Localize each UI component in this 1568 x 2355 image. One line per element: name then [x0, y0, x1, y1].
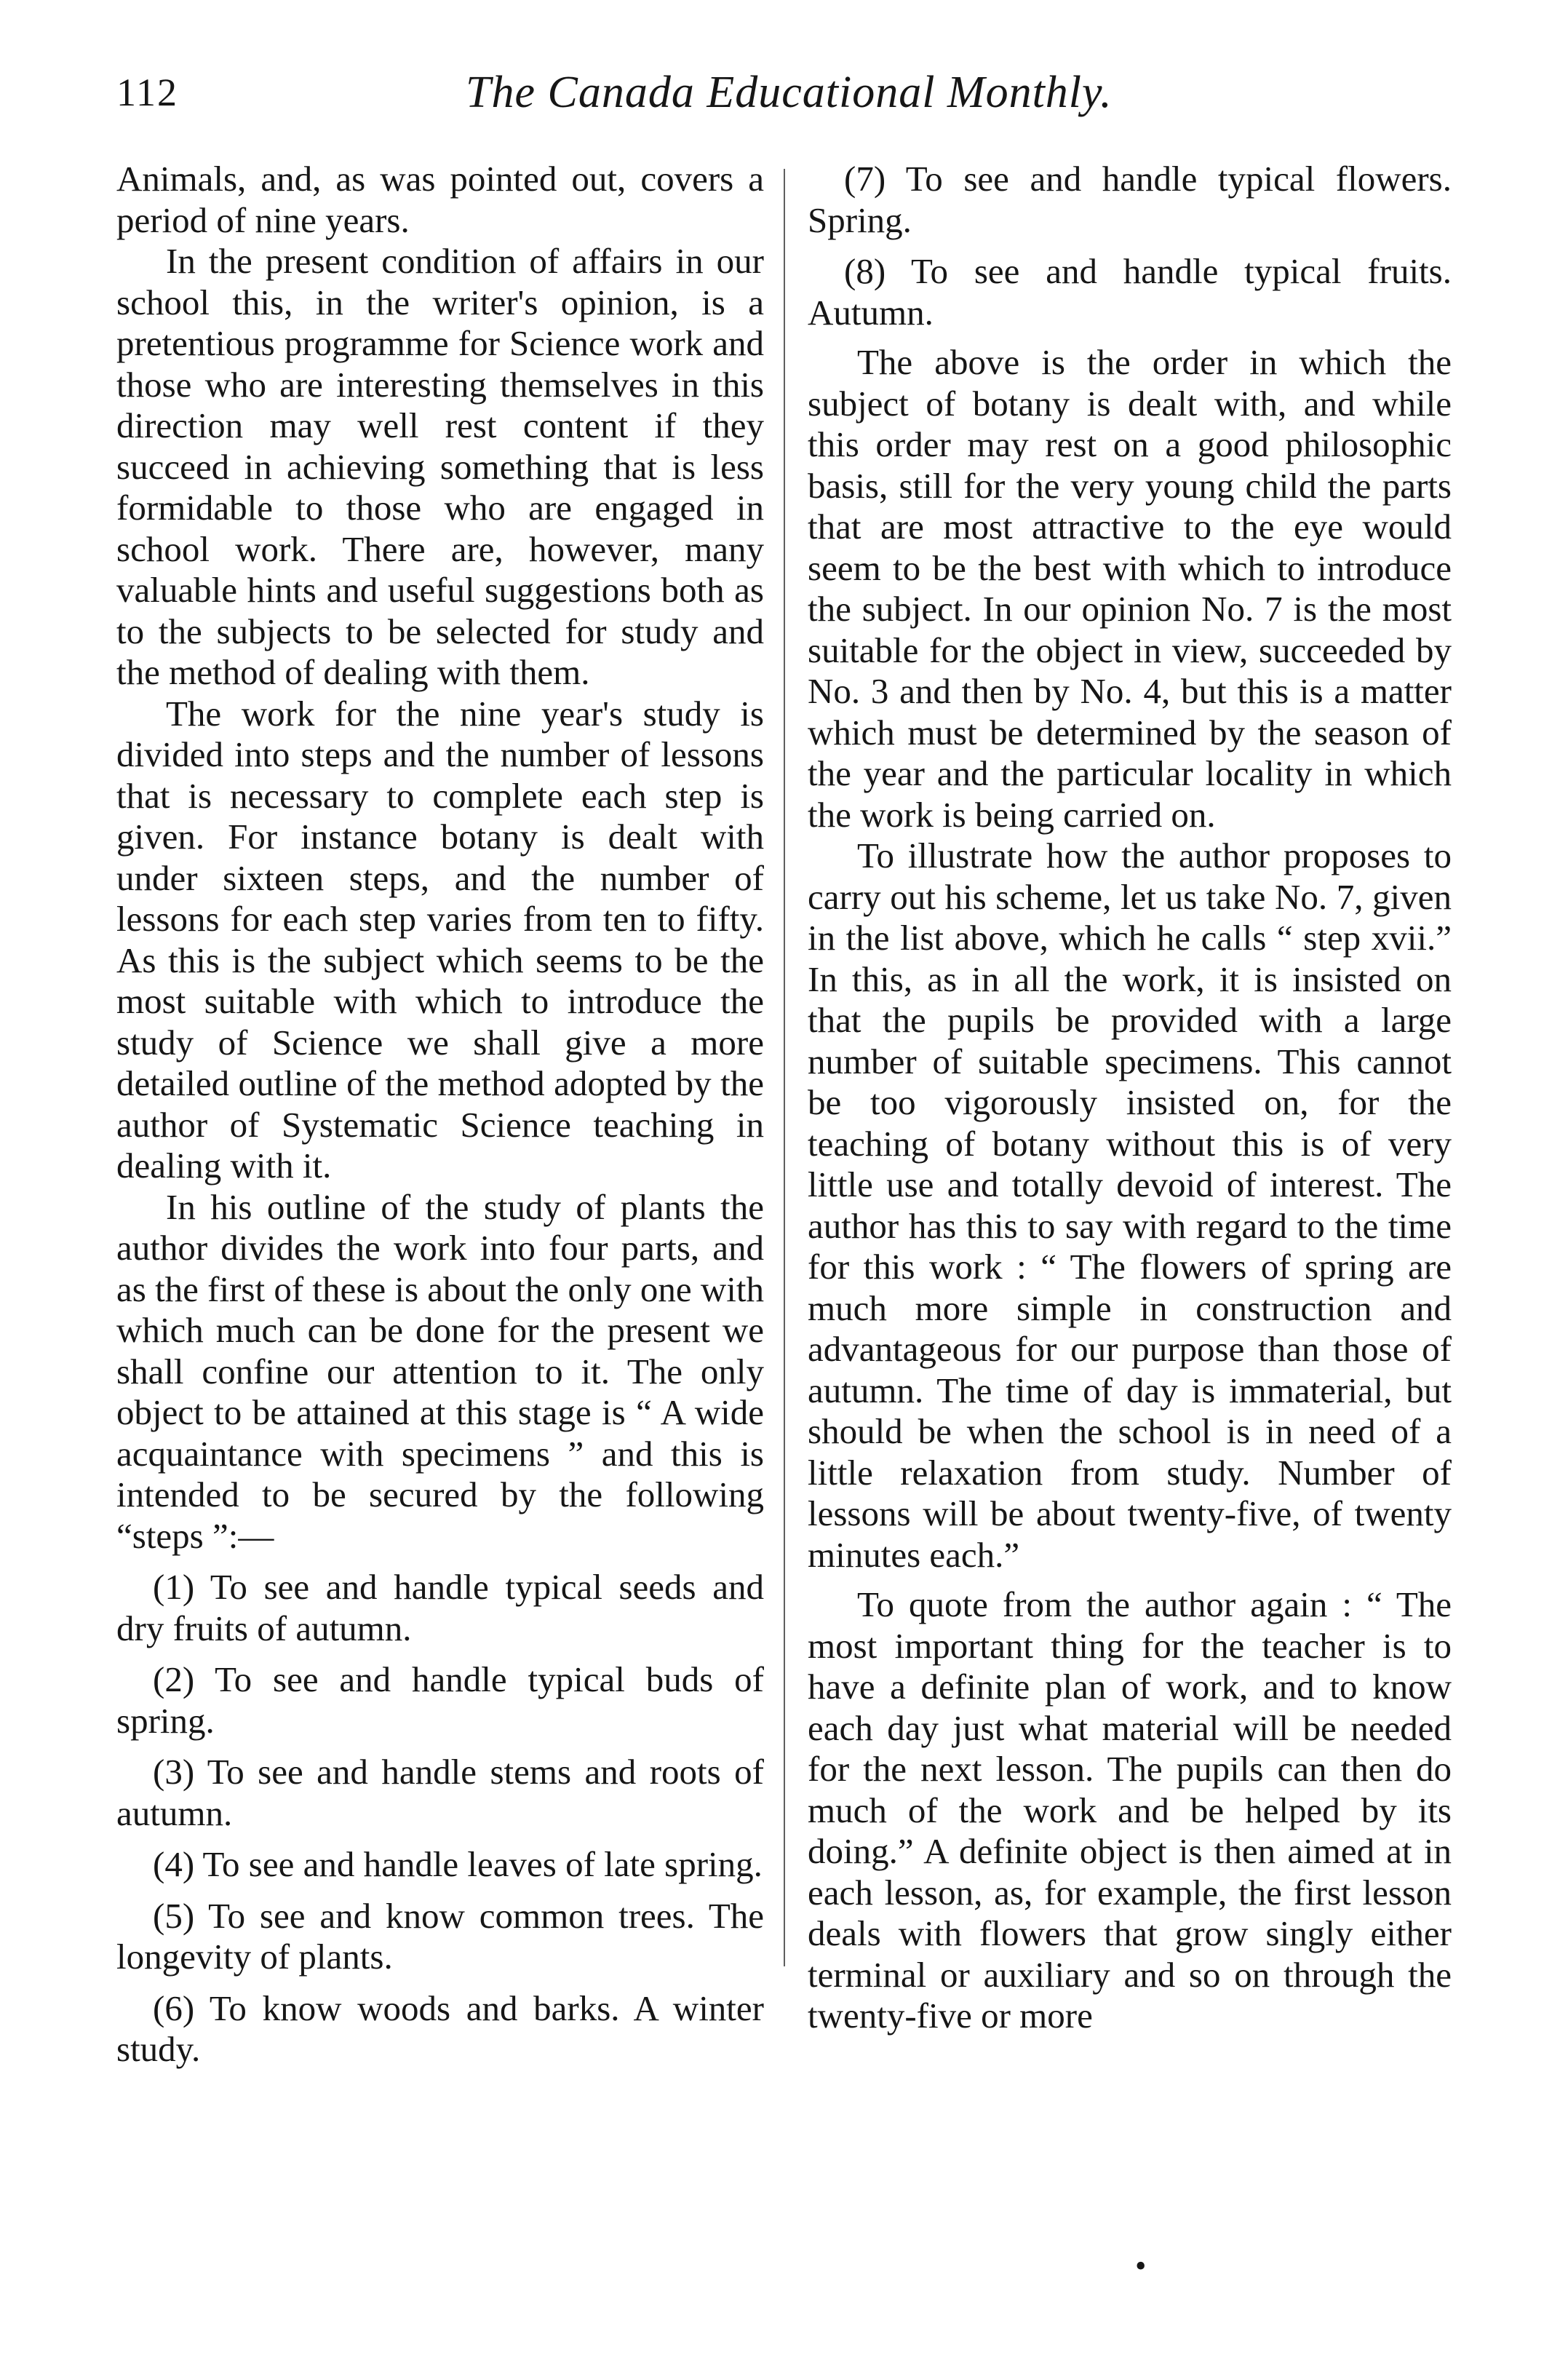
step-item: (7) To see and handle typical flowers. Spring. — [808, 159, 1452, 240]
paragraph: Animals, and, as was pointed out, covers a period of nine years. — [116, 159, 764, 240]
paragraph: The work for the nine year's study is divided into steps and the number of lessons that is necessary to complete each step is given. For instance botany is dealt with under sixteen steps, and the number of lessons for each step varies from ten to fifty. As this is the subject which seems to be the most suitable with which to introduce the study of Science we shall give a more detailed outline of the method adopted by the author of Systematic Science teaching in dealing with it. — [116, 693, 764, 1186]
footer-mark: • — [1135, 2248, 1147, 2284]
step-item: (1) To see and handle typical seeds and dry fruits of autumn. — [116, 1567, 764, 1648]
running-head — [116, 70, 1455, 128]
step-item: (2) To see and handle typical buds of spring. — [116, 1659, 764, 1741]
paragraph: The above is the order in which the subject of botany is dealt with, and while this order may rest on a good philosophic basis, still for the very young child the parts that are most attractive to the eye would seem to be the best with which to introduce the subject. In our opinion No. 7 is the most suitable for the object in view, succeeded by No. 3 and then by No. 4, but this is a matter which must be determined by the season of the year and the particular locality in which the work is being carried on. — [808, 342, 1452, 835]
paragraph: In his outline of the study of plants the author divides the work into four parts, and as the first of these is about the only one with which much can be done for the present we shall confine our attention to it. The only object to be attained at this stage is “ A wide acquaintance with specimens ” and this is intended to be secured by the following “steps ”:— — [116, 1186, 764, 1556]
column-divider — [784, 169, 785, 1966]
step-item: (5) To see and know common trees. The longevity of plants. — [116, 1895, 764, 1977]
step-item: (4) To see and handle leaves of late spring. — [153, 1844, 763, 1884]
step-item: (6) To know woods and barks. A winter study. — [116, 1987, 764, 2069]
paragraph: In the present condition of affairs in our school this, in the writer's opinion, is a pretentious programme for Science work and those who are interesting themselves in this direction may well rest content if they succeed in achieving something that is less formidable to those who are engaged in school work. There are, however, many valuable hints and useful suggestions both as to the subjects to be selected for study and the method of dealing with them. — [116, 241, 764, 692]
paragraph: To illustrate how the author proposes to carry out his scheme, let us take No. 7, given in the list above, which he calls “ step xvii.” In this, as in all the work, it is insisted on that the pupils be provided with a large number of suitable specimens. This cannot be too vigorously insisted on, for the teaching of botany without this is of very little use and totally devoid of interest. The author has this to say with regard to the time for this work : “ The flowers of spring are much more simple in construction and advantageous for our purpose than those of autumn. The time of day is immaterial, but should be when the school is in need of a little relaxation from study. Number of lessons will be about twenty-five, of twenty minutes each.” — [808, 835, 1452, 1575]
page-number: 112 — [116, 71, 178, 114]
step-item: (8) To see and handle typical fruits. Autumn. — [808, 251, 1452, 333]
journal-title: The Canada Educational Monthly. — [466, 68, 1113, 117]
left-column — [116, 159, 764, 2070]
right-column — [808, 159, 1452, 2037]
paragraph: To quote from the author again : “ The most important thing for the teacher is to have a definite plan of work, and to know each day just what material will be needed for the next lesson. The pupils can then do much of the work and be helped by its doing.” A definite object is then aimed at in each lesson, as, for example, the first lesson deals with flowers that grow singly either terminal or auxiliary and so on through the twenty-five or more — [808, 1584, 1452, 2036]
step-item: (3) To see and handle stems and roots of autumn. — [116, 1752, 764, 1833]
